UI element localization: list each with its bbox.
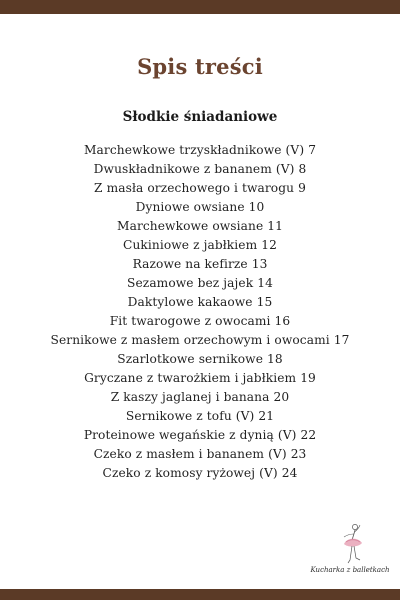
toc-entry[interactable]	[0, 331, 400, 350]
toc-entry-title: Marchewkowe trzyskładnikowe (V)	[83, 143, 305, 157]
toc-entry[interactable]	[0, 179, 400, 198]
toc-entry-page: 23	[290, 447, 307, 461]
toc-entry-title: Dyniowe owsiane	[135, 200, 245, 214]
toc-entry[interactable]	[0, 255, 400, 274]
toc-entry[interactable]	[0, 445, 400, 464]
toc-entry-title: Fit twarogowe z owocami	[109, 314, 271, 328]
toc-entry-title: Daktylowe kakaowe	[127, 295, 253, 309]
toc-entry-title: Sernikowe z masłem orzechowym i owocami	[50, 333, 330, 347]
toc-entry-title: Sezamowe bez jajek	[127, 276, 254, 290]
toc-entry-page: 18	[267, 352, 283, 366]
ballerina-icon	[338, 522, 366, 566]
toc-entry[interactable]	[0, 388, 400, 407]
toc-entry-page: 12	[261, 238, 277, 252]
toc-entry-page: 8	[298, 162, 307, 176]
toc-entry-page: 19	[300, 371, 316, 385]
toc-entry-title: Szarlotkowe sernikowe	[117, 352, 264, 366]
toc-entry-page: 24	[281, 466, 298, 480]
toc-entry-title: Sernikowe z tofu (V)	[125, 409, 255, 423]
toc-entry[interactable]	[0, 236, 400, 255]
toc-entry[interactable]	[0, 369, 400, 388]
toc-entry-page: 9	[298, 181, 306, 195]
toc-entry-title: Gryczane z twarożkiem i jabłkiem	[84, 371, 297, 385]
toc-entry[interactable]	[0, 274, 400, 293]
top-band	[0, 0, 400, 14]
toc-entry[interactable]	[0, 426, 400, 445]
toc-entry[interactable]	[0, 312, 400, 331]
toc-entry-page: 15	[256, 295, 273, 309]
toc-entry-title: Dwuskładnikowe z bananem (V)	[93, 162, 295, 176]
toc-entry-title: Czeko z masłem i bananem (V)	[93, 447, 287, 461]
toc-entry[interactable]	[0, 350, 400, 369]
toc-entry-page: 20	[273, 390, 290, 404]
toc-entry-title: Czeko z komosy ryżowej (V)	[102, 466, 278, 480]
toc-entry-page: 14	[257, 276, 273, 290]
toc-entry-title: Z masła orzechowego i twarogu	[94, 181, 295, 195]
toc-entry-title: Proteinowe wegańskie z dynią (V)	[83, 428, 297, 442]
toc-entry-page: 16	[274, 314, 291, 328]
toc-entry-page: 21	[258, 409, 275, 423]
toc-entry[interactable]	[0, 217, 400, 236]
toc-entry-title: Razowe na kefirze	[132, 257, 248, 271]
section-heading: Słodkie śniadaniowe	[122, 109, 278, 126]
toc-entry-title: Cukiniowe z jabłkiem	[123, 238, 258, 252]
toc-entry-title: Marchewkowe owsiane	[117, 219, 264, 233]
toc-entry-page: 11	[267, 219, 283, 233]
toc-entry[interactable]	[0, 293, 400, 312]
toc-entry[interactable]	[0, 160, 400, 179]
bottom-band	[0, 589, 400, 600]
toc-entry[interactable]	[0, 141, 400, 160]
toc-entry-page: 10	[248, 200, 265, 214]
logo-text: Kucharka z balletkach	[310, 566, 390, 574]
toc-entry-title: Z kaszy jaglanej i banana	[110, 390, 270, 404]
toc-entry-page: 17	[333, 333, 350, 347]
toc-entry[interactable]	[0, 198, 400, 217]
toc-list	[0, 141, 400, 483]
toc-entry[interactable]	[0, 407, 400, 426]
toc-entry-page: 13	[251, 257, 268, 271]
brand-logo	[308, 522, 392, 582]
toc-entry[interactable]	[0, 464, 400, 483]
toc-entry-page: 7	[308, 143, 317, 157]
page-title: Spis treści	[137, 54, 263, 80]
toc-entry-page: 22	[300, 428, 317, 442]
